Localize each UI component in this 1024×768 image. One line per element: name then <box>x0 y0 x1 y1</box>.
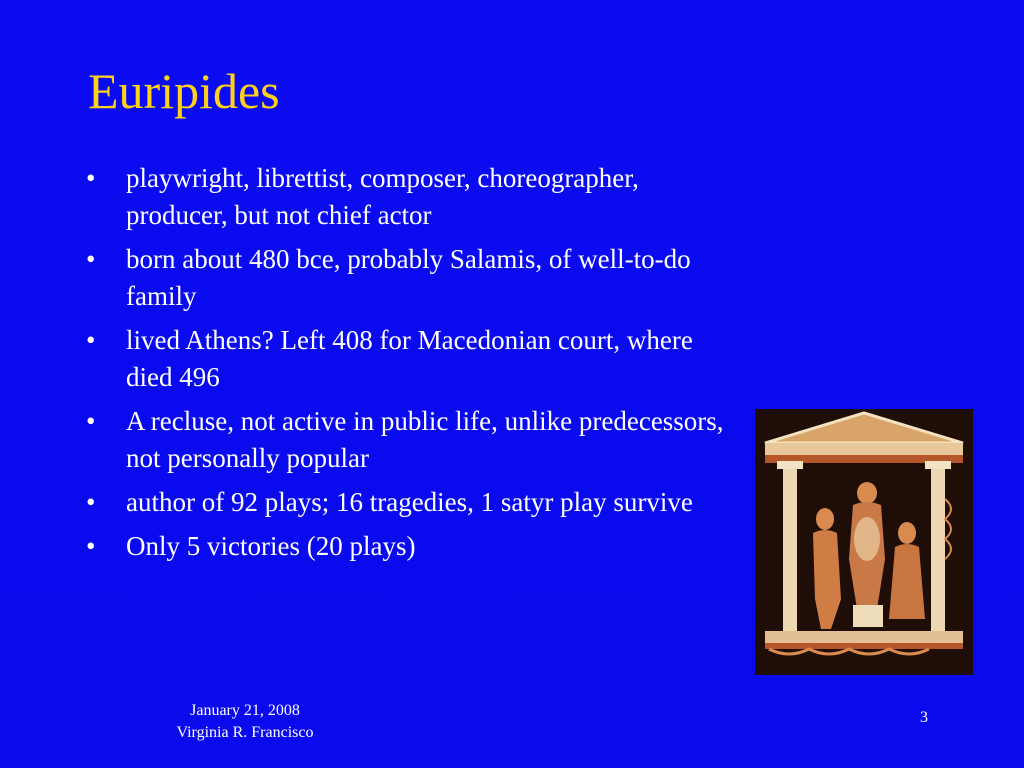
bullet-marker: • <box>86 163 96 193</box>
bullet-list <box>86 160 726 572</box>
bullet-text: author of 92 plays; 16 tragedies, 1 satyr play survive <box>126 487 693 517</box>
bullet-item <box>86 403 726 477</box>
footer-author: Virginia R. Francisco <box>176 724 314 741</box>
bullet-item <box>86 160 726 234</box>
slide-title: Euripides <box>88 63 280 119</box>
bullet-marker: • <box>86 487 96 517</box>
bullet-item <box>86 322 726 396</box>
bullet-marker: • <box>86 244 96 274</box>
bullet-text: A recluse, not active in public life, unlike predecessors, not personally popular <box>126 406 724 473</box>
bullet-text: lived Athens? Left 408 for Macedonian court, where died 496 <box>126 325 693 392</box>
bullet-text: playwright, librettist, composer, choreographer, producer, but not chief actor <box>126 163 639 230</box>
bullet-item <box>86 528 726 565</box>
slide-footer <box>150 700 340 744</box>
bullet-item <box>86 484 726 521</box>
footer-date: January 21, 2008 <box>190 702 300 719</box>
bullet-text: Only 5 victories (20 plays) <box>126 531 416 561</box>
bullet-item <box>86 241 726 315</box>
bullet-marker: • <box>86 406 96 436</box>
bullet-text: born about 480 bce, probably Salamis, of well-to-do family <box>126 244 691 311</box>
greek-vase-painting-image <box>755 409 973 675</box>
page-number: 3 <box>920 709 928 726</box>
bullet-marker: • <box>86 531 96 561</box>
bullet-marker: • <box>86 325 96 355</box>
